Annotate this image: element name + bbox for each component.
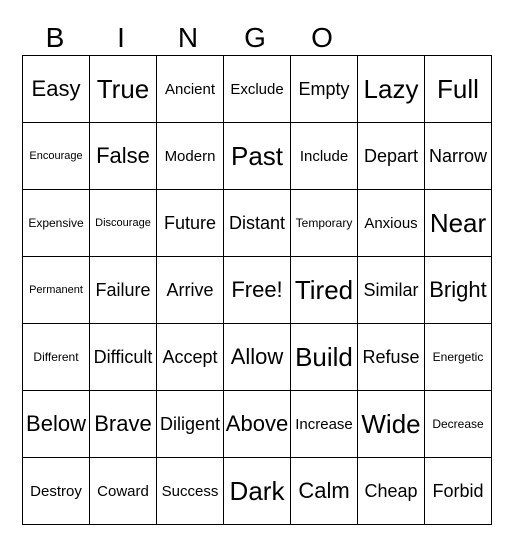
bingo-cell: Near [425,190,492,257]
bingo-cell: Future [157,190,224,257]
bingo-cell: Encourage [23,123,90,190]
bingo-cell: Energetic [425,324,492,391]
bingo-cell: Depart [358,123,425,190]
bingo-cell: Arrive [157,257,224,324]
bingo-header [22,20,488,56]
bingo-cell: Empty [291,56,358,123]
bingo-cell: Below [23,391,90,458]
board-row [23,190,492,257]
bingo-cell: Permanent [23,257,90,324]
bingo-cell: Allow [224,324,291,391]
bingo-cell: Bright [425,257,492,324]
bingo-cell: Increase [291,391,358,458]
board-row [23,56,492,123]
bingo-cell: False [90,123,157,190]
header-letter-n: N [177,22,199,53]
header-letter-o: O [311,22,333,53]
bingo-cell: Diligent [157,391,224,458]
bingo-cell: Modern [157,123,224,190]
bingo-cell: Tired [291,257,358,324]
bingo-cell: Temporary [291,190,358,257]
bingo-cell: Coward [90,458,157,525]
bingo-cell: Easy [23,56,90,123]
board-row [23,391,492,458]
bingo-cell: True [90,56,157,123]
bingo-cell: Cheap [358,458,425,525]
bingo-cell: Calm [291,458,358,525]
header-letter-i: I [117,22,125,53]
bingo-cell: Dark [224,458,291,525]
bingo-cell: Accept [157,324,224,391]
header-letter-b: B [45,22,65,53]
bingo-cell: Refuse [358,324,425,391]
board-row [23,458,492,525]
bingo-cell: Narrow [425,123,492,190]
bingo-cell: Past [224,123,291,190]
bingo-board [22,55,492,525]
board-row [23,257,492,324]
bingo-cell: Include [291,123,358,190]
bingo-cell: Exclude [224,56,291,123]
bingo-cell: Free! [224,257,291,324]
bingo-cell: Above [224,391,291,458]
bingo-cell: Build [291,324,358,391]
bingo-cell: Destroy [23,458,90,525]
bingo-cell: Anxious [358,190,425,257]
bingo-cell: Discourage [90,190,157,257]
bingo-cell: Decrease [425,391,492,458]
bingo-cell: Different [23,324,90,391]
bingo-cell: Expensive [23,190,90,257]
bingo-cell: Failure [90,257,157,324]
board-row [23,324,492,391]
bingo-cell: Wide [358,391,425,458]
bingo-cell: Distant [224,190,291,257]
bingo-cell: Similar [358,257,425,324]
bingo-cell: Forbid [425,458,492,525]
board-row [23,123,492,190]
bingo-board-body [23,56,492,525]
bingo-cell: Full [425,56,492,123]
bingo-cell: Success [157,458,224,525]
bingo-cell: Brave [90,391,157,458]
bingo-cell: Lazy [358,56,425,123]
bingo-cell: Ancient [157,56,224,123]
header-letter-g: G [244,22,266,53]
bingo-cell: Difficult [90,324,157,391]
